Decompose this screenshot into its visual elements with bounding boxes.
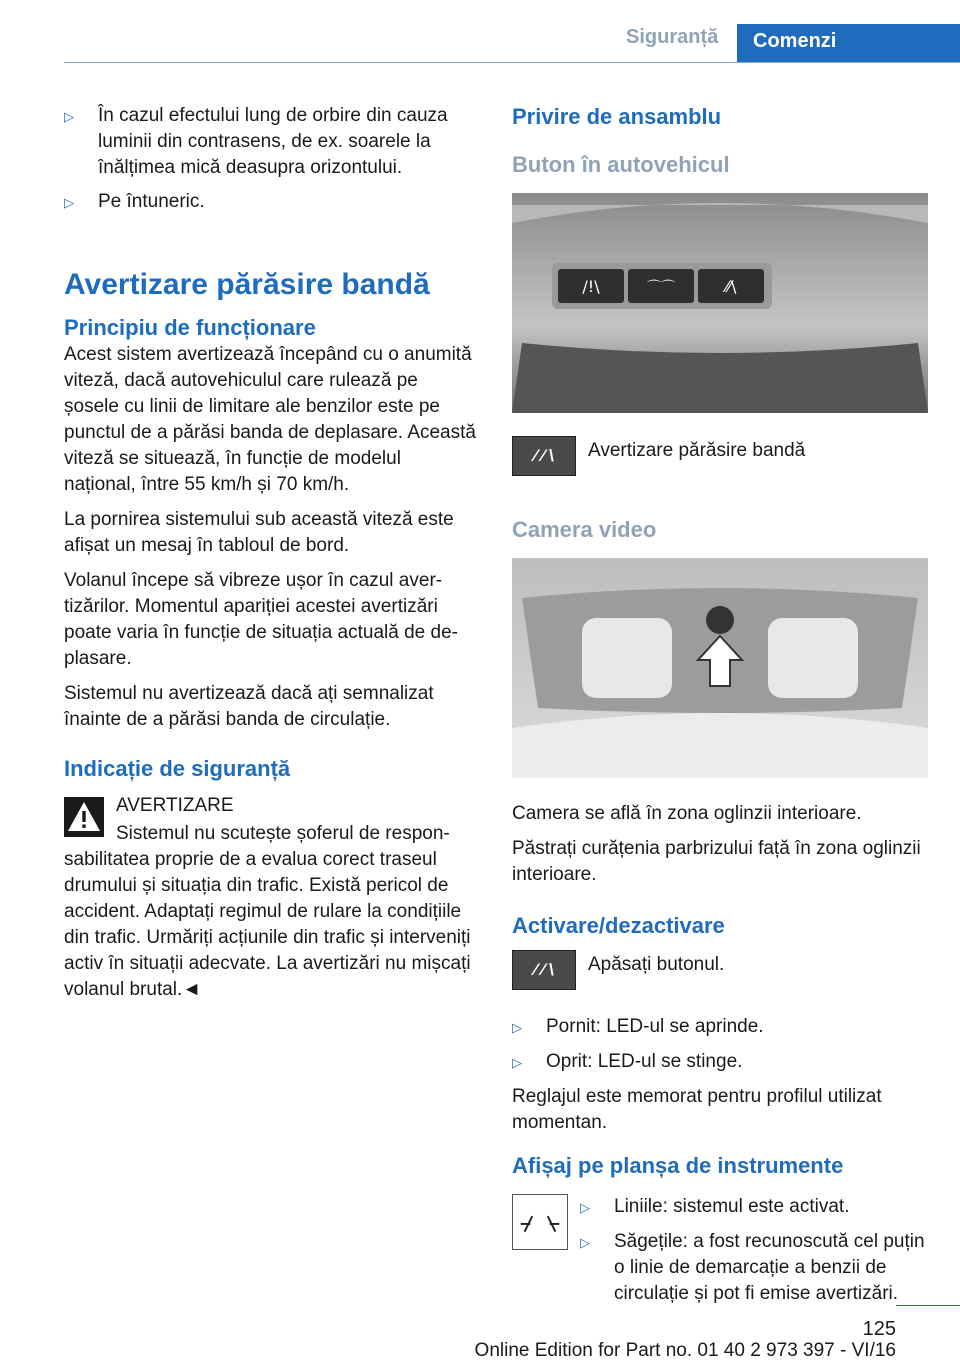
led-list bbox=[512, 1014, 928, 1076]
header-tab-siguranta[interactable]: Siguranță bbox=[626, 26, 719, 48]
triangle-bullet-icon: ▷ bbox=[512, 1055, 522, 1070]
header-rule bbox=[64, 62, 960, 63]
svg-text:/!\: /!\ bbox=[582, 277, 600, 296]
paragraph: Volanul începe să vibreze ușor în cazul avertizărilor. Momentul apariției acestei avertizări poate varia în funcție de situația actuală de deplasare. bbox=[64, 570, 458, 669]
list-item: ▷ Oprit: LED-ul se stinge. bbox=[512, 1049, 928, 1076]
triangle-bullet-icon: ▷ bbox=[64, 109, 74, 124]
display-block bbox=[512, 1194, 928, 1315]
svg-text:⁄⁄\: ⁄⁄\ bbox=[725, 277, 737, 296]
camera-photo bbox=[512, 558, 928, 778]
lane-departure-icon: ⁄ ⁄ \ bbox=[512, 950, 576, 990]
camera-title: Camera video bbox=[512, 517, 657, 542]
triangle-bullet-icon: ▷ bbox=[512, 1020, 522, 1035]
activate-caption: Apăsați butonul. bbox=[588, 954, 725, 975]
paragraph: Sistemul nu avertizează dacă ați semnalizat înainte de a părăsi banda de circulație. bbox=[64, 683, 434, 730]
safety-title: Indicație de siguranță bbox=[64, 756, 291, 781]
camera-location: Camera se află în zona oglinzii interioare. bbox=[512, 803, 862, 824]
principle-title: Principiu de funcționare bbox=[64, 315, 316, 340]
list-item: ▷ Liniile: sistemul este activat. bbox=[580, 1194, 928, 1221]
triangle-bullet-icon: ▷ bbox=[64, 195, 74, 210]
button-title: Buton în autovehicul bbox=[512, 152, 730, 177]
list-item: ▷ Pe întuneric. bbox=[64, 189, 478, 216]
button-caption: Avertizare părăsire bandă bbox=[588, 440, 806, 461]
lane-lines-icon bbox=[512, 1194, 568, 1250]
footer-edition: Online Edition for Part no. 01 40 2 973 397 - VI/16 bbox=[474, 1340, 896, 1361]
list-item: ▷ În cazul efectului lung de orbire din cauza luminii din contrasens, de ex. soarele la înălțimea mică deasupra orizontului. bbox=[64, 103, 478, 181]
display-title: Afișaj pe planșa de instrumente bbox=[512, 1153, 844, 1178]
warning-text: Sistemul nu scutește șoferul de responsabilitatea proprie de a evalua corect traseul drumului și situația din trafic. Există pericol de accident. Adaptați regimul de rulare la condițiile din trafic. Urmăriți acțiunile din trafic și interveniți activ în situații adecvate. La avertizări nu mișcați volanul brutal.◄ bbox=[64, 823, 471, 1000]
warning-block bbox=[64, 793, 478, 819]
list-item: ▷ Pornit: LED-ul se aprinde. bbox=[512, 1014, 928, 1041]
activate-row bbox=[512, 950, 928, 990]
paragraph: La pornirea sistemului sub această viteză este afișat un mesaj în tabloul de bord. bbox=[64, 509, 454, 556]
warning-triangle-icon bbox=[64, 797, 104, 837]
camera-clean: Păstrați curățenia parbrizului față în zona oglinzii interioare. bbox=[512, 838, 921, 885]
activate-title: Activare/dezactivare bbox=[512, 913, 725, 938]
warning-label: AVERTIZARE bbox=[116, 795, 234, 816]
paragraph: Acest sistem avertizează începând cu o anumită viteză, dacă autovehiculul care rulează pe șosele cu linii de limitare ale benzilor este pe punctul de a părăsi banda de deplasare. Această viteză se situează, în funcție de modelul național, între 55 km/h și 70 km/h. bbox=[64, 344, 476, 495]
button-photo bbox=[512, 193, 928, 413]
footer-rule bbox=[896, 1305, 960, 1306]
overview-title: Privire de ansamblu bbox=[512, 104, 722, 129]
button-caption-row bbox=[512, 436, 928, 476]
right-column bbox=[512, 103, 928, 1315]
setting-text: Reglajul este memorat pentru profilul utilizat momentan. bbox=[512, 1086, 882, 1133]
section-title: Avertizare părăsire bandă bbox=[64, 268, 430, 301]
page-number: 125 bbox=[862, 1318, 896, 1340]
triangle-bullet-icon: ▷ bbox=[580, 1200, 590, 1215]
left-column bbox=[64, 103, 478, 1012]
lane-departure-icon: ⁄ ⁄ \ bbox=[512, 436, 576, 476]
list-item: ▷ Săgețile: a fost recunoscută cel puțin o linie de demarcație a benzii de circulație și pot fi emise avertizări. bbox=[580, 1229, 928, 1307]
triangle-bullet-icon: ▷ bbox=[580, 1235, 590, 1250]
svg-text:⌒⌒: ⌒⌒ bbox=[647, 280, 675, 296]
header-tab-comenzi[interactable]: Comenzi bbox=[737, 24, 960, 62]
